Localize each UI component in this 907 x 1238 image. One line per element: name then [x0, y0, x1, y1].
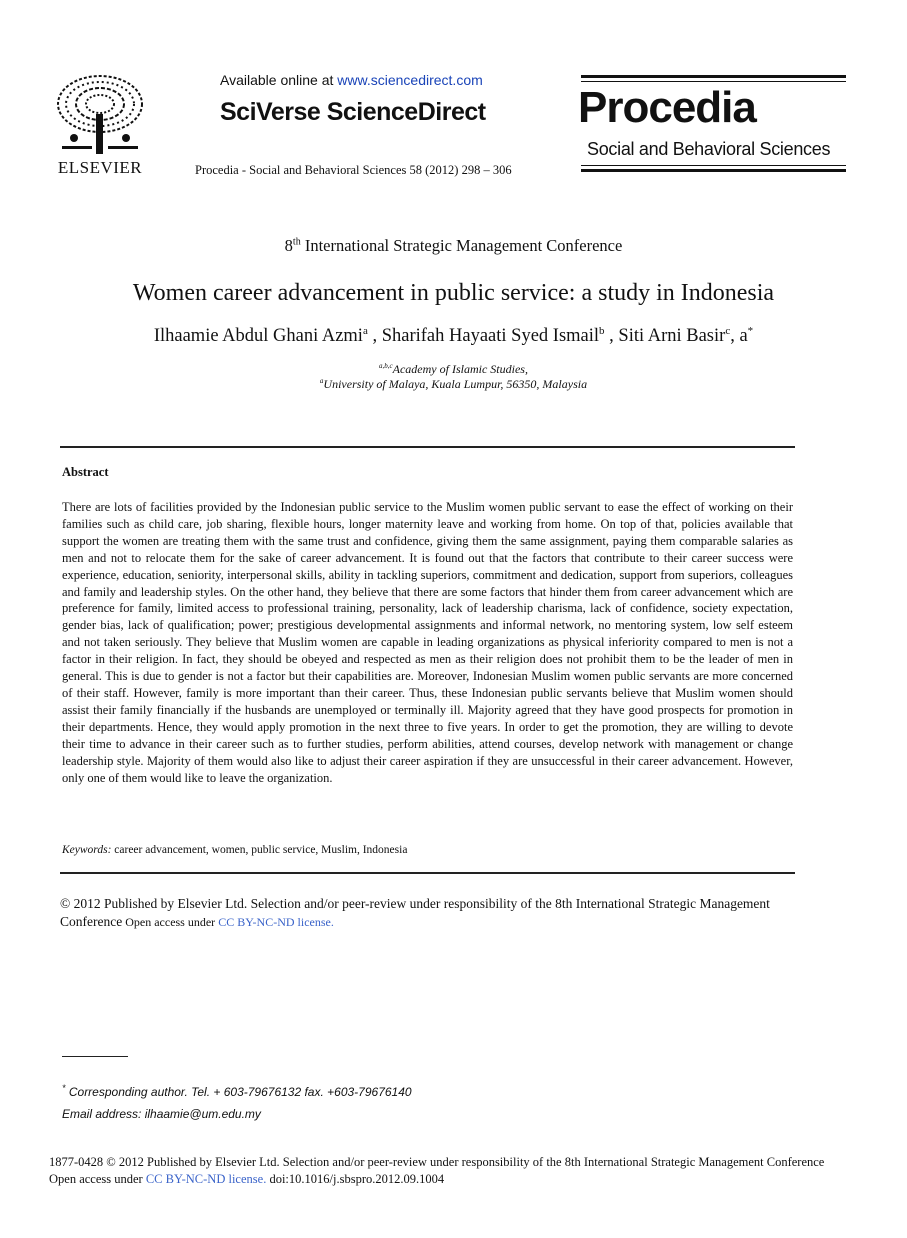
procedia-rule	[581, 165, 846, 166]
affiliation-2	[0, 377, 907, 392]
conference-ordinal-suffix: th	[292, 236, 301, 248]
keywords-list: career advancement, women, public service, Muslim, Indonesia	[111, 844, 408, 856]
sciverse-sciencedirect-logo: SciVerse ScienceDirect	[220, 98, 486, 126]
procedia-rule	[581, 81, 846, 82]
author-name: Ilhaamie Abdul Ghani Azmi	[153, 326, 363, 347]
doi: doi:10.1016/j.sbspro.2012.09.1004	[266, 1172, 445, 1186]
section-divider	[60, 446, 795, 448]
conference-ordinal: 8	[284, 236, 293, 255]
author-name: , Siti Arni Basir	[604, 326, 726, 347]
procedia-rule	[581, 75, 846, 78]
author-sup: *	[747, 325, 754, 337]
email-address: Email address: ilhaamie@um.edu.my	[62, 1107, 261, 1121]
available-online-label: Available online at	[220, 72, 338, 88]
license-link[interactable]: CC BY-NC-ND license.	[218, 914, 334, 929]
procedia-rule	[581, 169, 846, 172]
doi-line	[49, 1171, 824, 1188]
section-divider	[60, 872, 795, 874]
author-sup: b	[599, 325, 605, 337]
procedia-logo: Procedia	[578, 83, 756, 132]
page-footer	[49, 1154, 824, 1188]
open-access-label: Open access under	[49, 1172, 146, 1186]
affiliation-sup: a	[319, 377, 324, 385]
affiliation-text: Academy of Islamic Studies,	[392, 362, 528, 376]
journal-reference: Procedia - Social and Behavioral Sciences 58 (2012) 298 – 306	[195, 163, 512, 177]
copyright-notice	[60, 895, 795, 931]
corresponding-author-text: Corresponding author. Tel. + 603-79676132 fax. +603-79676140	[65, 1085, 412, 1099]
author-name: , Sharifah Hayaati Syed Ismail	[367, 326, 600, 347]
copyright-text: © 2012 Published by Elsevier Ltd. Selection and/or peer-review under responsibility of the 8th International Strategic Management Conference	[60, 896, 770, 929]
open-access-label: Open access under	[122, 914, 219, 929]
paper-title: Women career advancement in public service: a study in Indonesia	[132, 280, 775, 306]
sciencedirect-link[interactable]: www.sciencedirect.com	[337, 72, 483, 88]
abstract-body: There are lots of facilities provided by the Indonesian public service to the Muslim women public servant to ease the effect of working on their families such as child care, job sharing, flexible hours, longer maternity leave and working from home. On top of that, policies available that support the women are treating them with the same trust and confidence, giving them the same assignment, paying them comparable salaries as men and not to relocate them for the sake of career advancement. It is found out that the factors that contribute to their career success were experience, education, seniority, interpersonal skills, ability in tackling superiors, commitment and dedication, support from superiors, colleagues and family and leadership styles. On the other hand, they believe that there are some factors that hinder them from career advancement which are preference for family, limited access to professional training, personality, lack of leadership charisma, lack of confidence, society expectation, gender bias, lack of qualification; power; prestigious developmental assignments and informal network, no mentoring system, low self esteem and not taken seriously. They believe that Muslim women are capable in leading organizations as physical inferiority compared to men is not a factor in their religion. In fact, they should be obeyed and respected as men as their religion does not prohibit them to be the leader of men in general. This is due to gender is not a factor but their capabilities are. Moreover, Indonesian Muslim women public servants are more concerned of their staff. However, family is more important than their career. Thus, these Indonesian public servants believe that Muslim women should assist their family financially if the husbands are unemployed or terminally ill. Majority agreed that they have good prospects for promotion in their departments. Hence, they would apply promotion in the next three to five years. In order to get the promotion, they are willing to devote their time to advance in their career such as to further studies, perform abilities, attend courses, develop network with management or change leadership style. Majority of them would also like to adjust their career aspiration if they are unsuccessful in their career advancement. However, only one of them would like to leave the organization.	[62, 500, 793, 785]
conference-name	[0, 236, 907, 256]
author-name: , a	[730, 326, 748, 347]
author-sup: a	[362, 325, 368, 337]
keywords-label: Keywords:	[62, 844, 112, 856]
elsevier-wordmark: ELSEVIER	[57, 158, 143, 177]
affiliation-sup: a,b,c	[379, 362, 393, 370]
affiliation-text: University of Malaya, Kuala Lumpur, 56350, Malaysia	[323, 377, 588, 391]
affiliation-1	[0, 362, 907, 377]
issn-line: 1877-0428 © 2012 Published by Elsevier Ltd. Selection and/or peer-review under responsibility of the 8th International Strategic Management Conference	[49, 1155, 825, 1169]
abstract-heading: Abstract	[62, 465, 109, 479]
corresponding-author-note	[62, 1083, 412, 1099]
license-link[interactable]: CC BY-NC-ND license.	[145, 1172, 267, 1186]
keywords	[62, 844, 407, 856]
author-sup: c	[725, 325, 731, 337]
footnote-marker: *	[62, 1083, 66, 1093]
conference-title: International Strategic Management Conference	[300, 236, 623, 255]
available-online-line	[220, 72, 483, 88]
author-list	[0, 325, 907, 347]
footnote-divider	[62, 1056, 128, 1057]
procedia-subtitle: Social and Behavioral Sciences	[587, 139, 831, 159]
